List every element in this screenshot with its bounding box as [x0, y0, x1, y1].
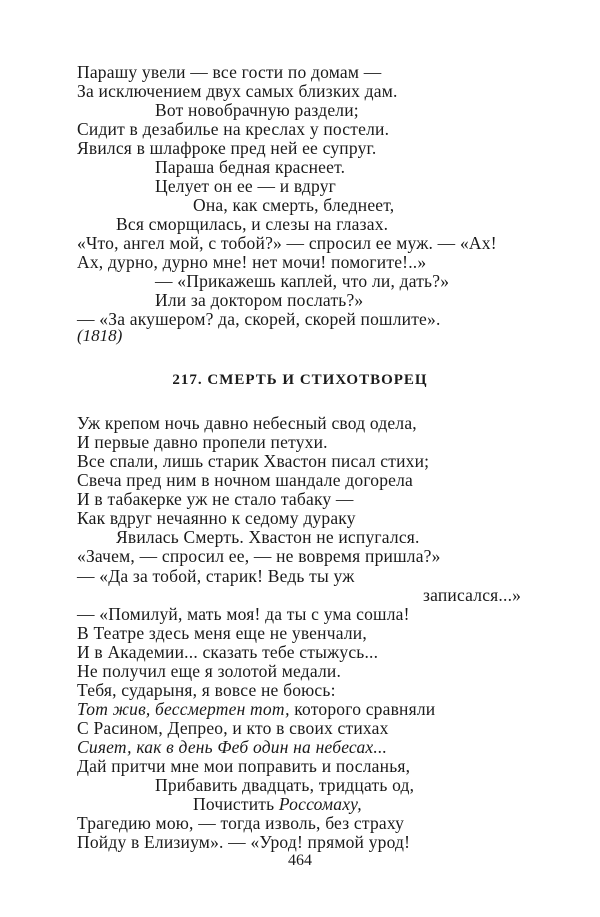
poem2-line-5: И в табакерке уж не стало табаку —: [77, 489, 354, 509]
poem2-line-1: Уж крепом ночь давно небесный свод одела,: [77, 413, 417, 433]
poem1-line-8: Она, как смерть, бледнеет,: [193, 195, 395, 215]
poem2-line-13: Не получил еще я золотой медали.: [77, 661, 342, 681]
poem1-line-1: Парашу увели — все гости по домам —: [77, 62, 382, 82]
poem1-line-7: Целует он ее — и вдруг: [155, 176, 337, 196]
poem2-line-15: [77, 699, 435, 719]
poem2-line-10: — «Помилуй, мать моя! да ты с ума сошла!: [77, 604, 410, 624]
poem2-line-8: «Зачем, — спросил ее, — не вовремя пришла?»: [77, 546, 441, 566]
poem1-line-14: — «За акушером? да, скорей, скорей пошлите».: [77, 309, 441, 329]
poem1-line-6: Параша бедная краснеет.: [155, 157, 346, 177]
poem2-line-3: Все спали, лишь старик Хвастон писал стихи;: [77, 451, 430, 471]
poem2-line-15-rest: которого сравняли: [289, 699, 436, 719]
poem1-line-2: За исключением двух самых близких дам.: [77, 81, 398, 101]
poem2-line-18: Дай притчи мне мои поправить и посланья,: [77, 756, 411, 776]
poem2-line-9: — «Да за тобой, старик! Ведь ты уж: [77, 566, 355, 586]
poem2-line-20-start: Почистить: [193, 794, 279, 814]
poem1-line-9: Вся сморщилась, и слезы на глазах.: [116, 214, 389, 234]
poem2-line-14: Тебя, сударыня, я вовсе не боюсь:: [77, 680, 336, 700]
poem2-line-11: В Театре здесь меня еще не увенчали,: [77, 623, 367, 643]
poem2-line-12: И в Академии... сказать тебе стыжусь...: [77, 642, 379, 662]
poem2-line-2: И первые давно пропели петухи.: [77, 432, 328, 452]
poem2-line-19: Прибавить двадцать, тридцать од,: [155, 775, 415, 795]
poem2-line-20-italic: Россомаху,: [278, 794, 362, 814]
poem2-line-4: Свеча пред ним в ночном шандале догорела: [77, 470, 414, 490]
poem2-line-7: Явилась Смерть. Хвастон не испугался.: [116, 527, 420, 547]
poem1-line-11: Ах, дурно, дурно мне! нет мочи! помогите!..»: [77, 252, 427, 272]
poem2-line-16: С Расином, Депрео, и кто в своих стихах: [77, 718, 389, 738]
poem1-line-3: Вот новобрачную раздели;: [155, 100, 359, 120]
poem2-line-9-continued: записался...»: [423, 585, 522, 605]
poem1-line-10: «Что, ангел мой, с тобой?» — спросил ее муж. — «Ах!: [77, 233, 497, 253]
poem2-line-21: Трагедию мою, — тогда изволь, без страху: [77, 813, 405, 833]
poem1-date: (1818): [77, 326, 123, 345]
poem2-heading: 217. СМЕРТЬ И СТИХОТВОРЕЦ: [172, 372, 428, 388]
poem1-line-4: Сидит в дезабилье на креслах у постели.: [77, 119, 390, 139]
poem1-line-12: — «Прикажешь каплей, что ли, дать?»: [155, 271, 450, 291]
poem1-line-5: Явился в шлафроке пред ней ее супруг.: [77, 138, 377, 158]
poem1-line-13: Или за доктором послать?»: [155, 290, 364, 310]
page-number: 464: [288, 852, 312, 869]
poem2-line-17: Сияет, как в день Феб один на небесах...: [77, 737, 388, 757]
poem2-line-6: Как вдруг нечаянно к седому дураку: [77, 508, 356, 528]
poem2-line-22: Пойду в Елизиум». — «Урод! прямой урод!: [77, 832, 411, 852]
poem2-line-15-italic: Тот жив, бессмертен тот,: [77, 699, 290, 719]
poem2-line-20: [193, 794, 362, 814]
